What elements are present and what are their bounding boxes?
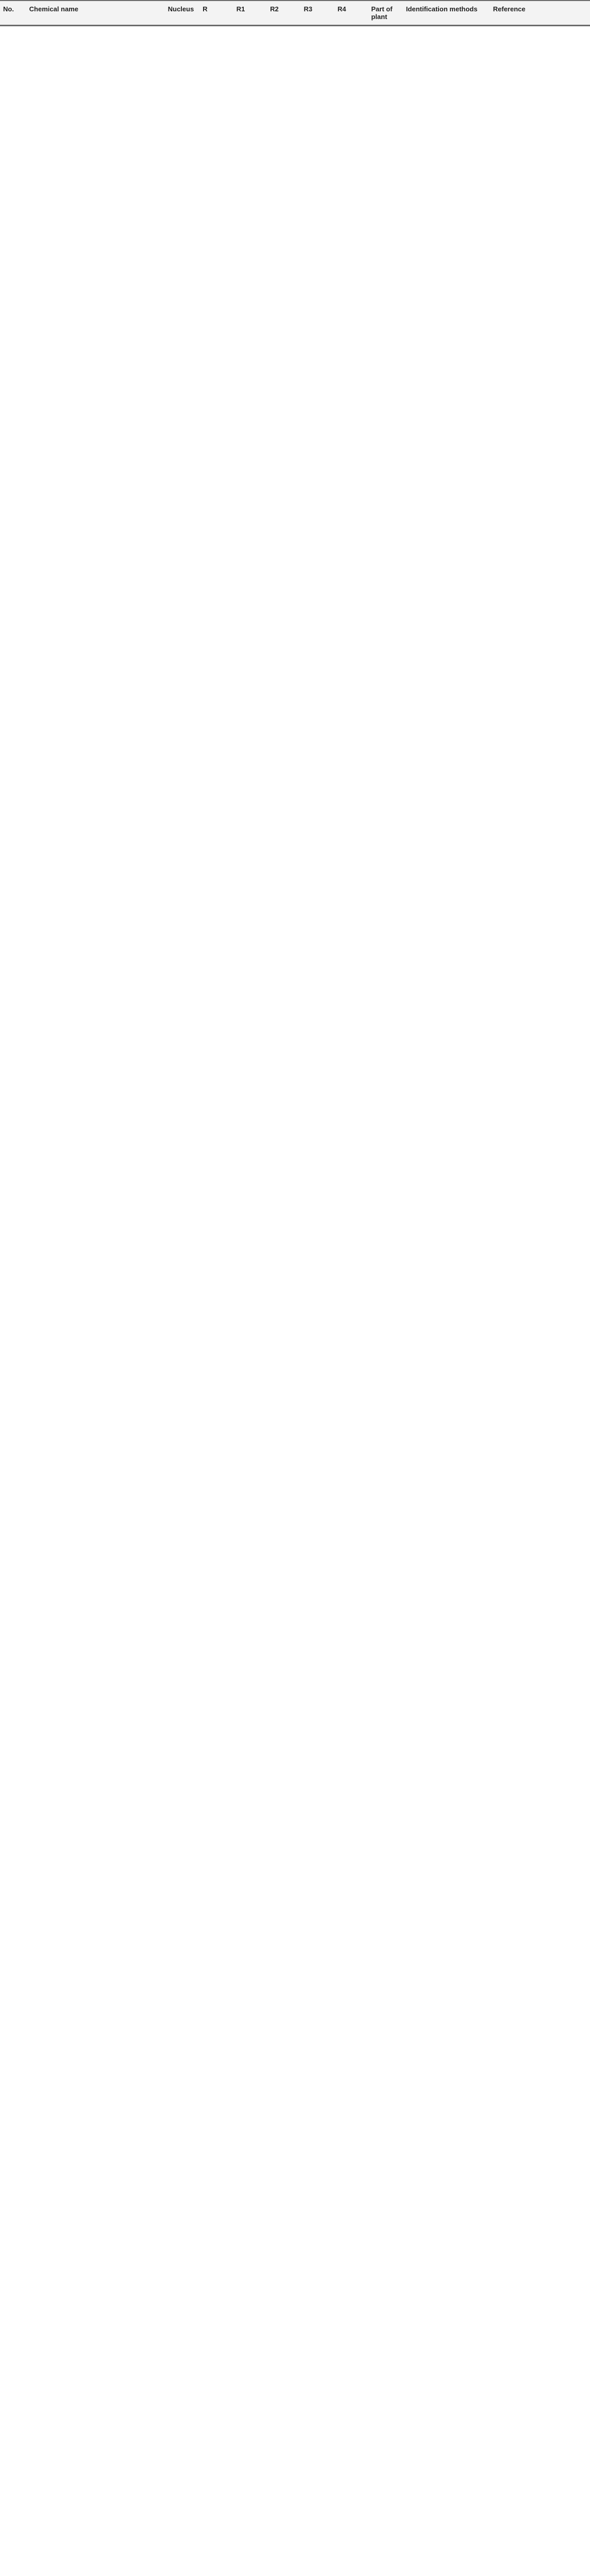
table-footnote xyxy=(0,25,590,37)
col-header-chemical-name: Chemical name xyxy=(26,1,165,25)
col-header-nucleus: Nucleus xyxy=(165,1,200,25)
col-header-r3: R3 xyxy=(301,1,334,25)
col-header-r2: R2 xyxy=(267,1,300,25)
col-header-identification-methods: Identification methods xyxy=(403,1,490,25)
table-header-row xyxy=(0,1,590,25)
col-header-r4: R4 xyxy=(334,1,368,25)
col-header-reference: Reference xyxy=(490,1,590,25)
compounds-table xyxy=(0,0,590,25)
col-header-r1: R1 xyxy=(233,1,267,25)
document-page xyxy=(0,0,590,37)
col-header-r: R xyxy=(199,1,233,25)
col-header-part-of-plant: Part of plant xyxy=(368,1,403,25)
col-header-no: No. xyxy=(0,1,26,25)
